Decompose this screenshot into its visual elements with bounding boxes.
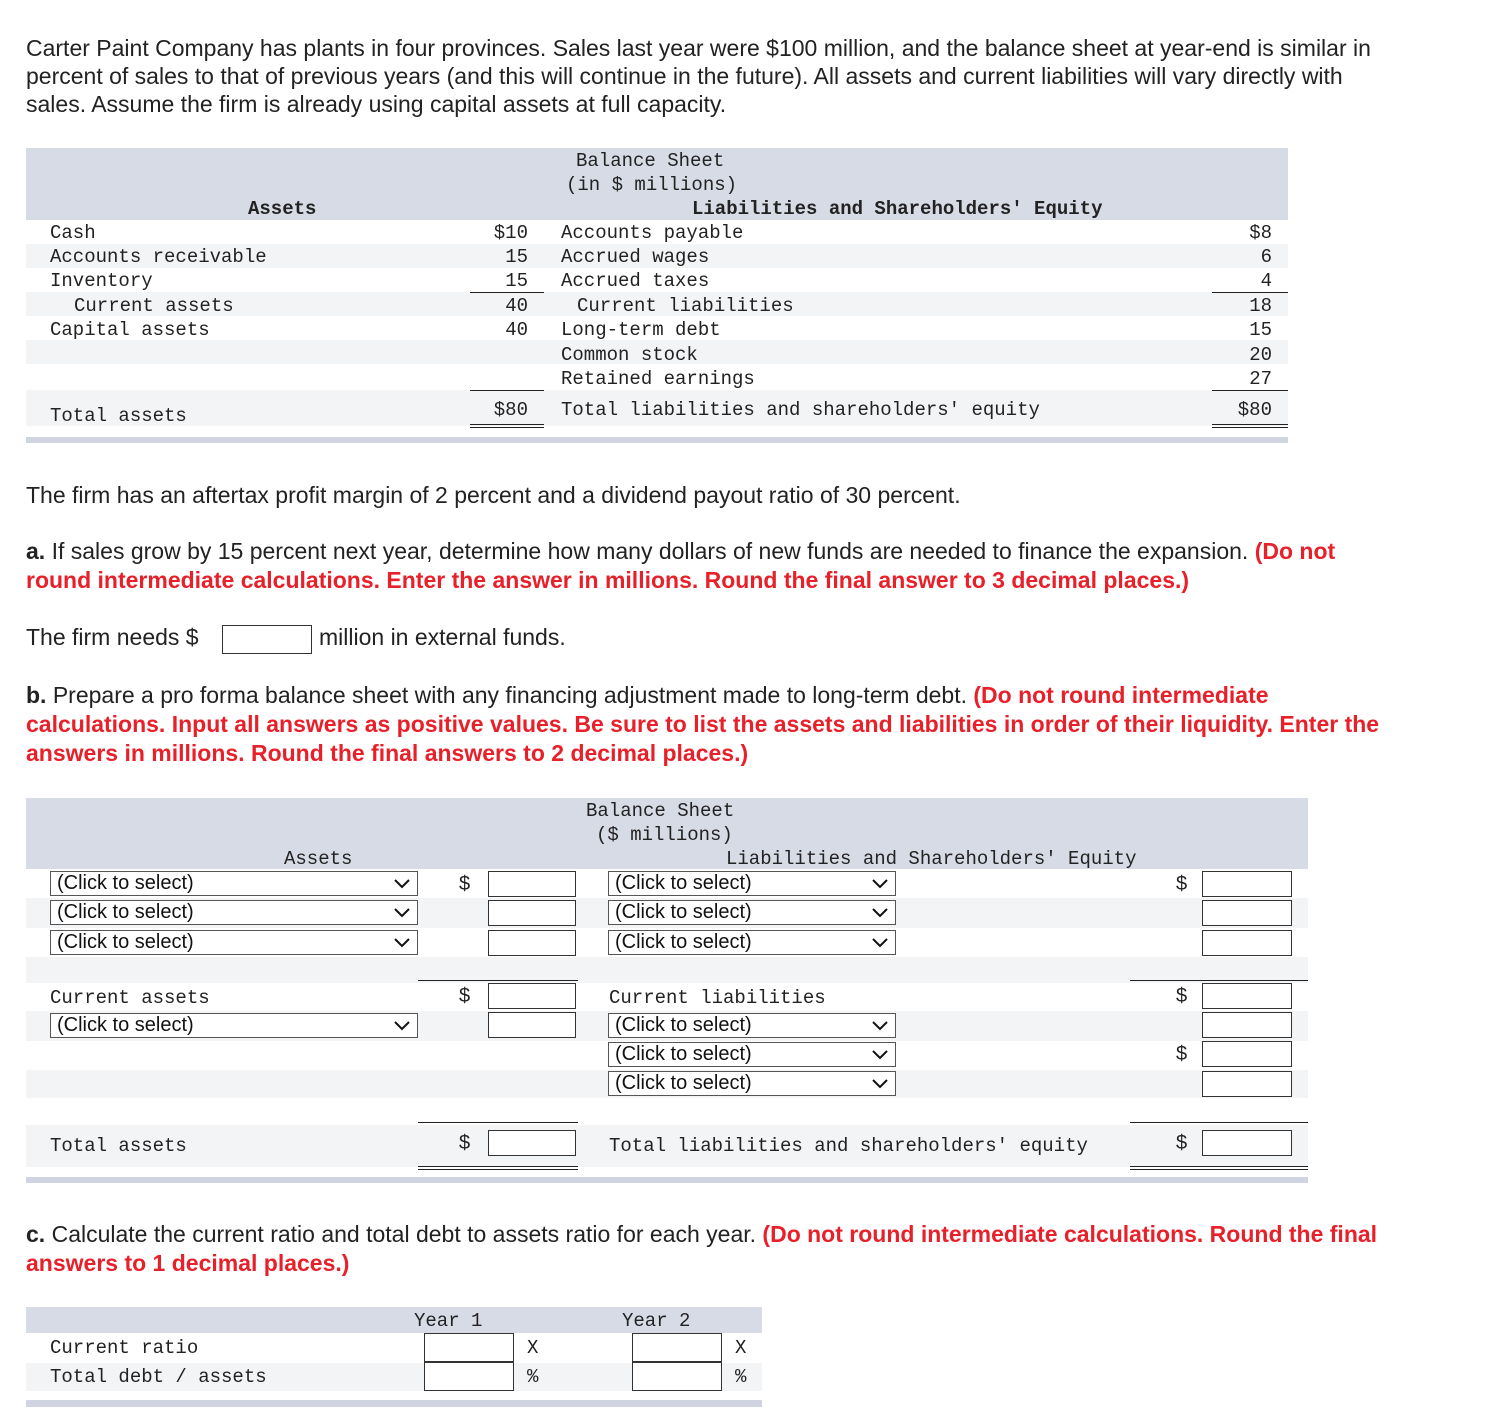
part-b-instruction-3: answers in millions. Round the final answers to 2 decimal places.) xyxy=(26,740,749,766)
external-funds-input[interactable] xyxy=(222,625,312,654)
liab-select-3[interactable]: (Click to select) xyxy=(608,930,896,955)
current-ratio-year2-input[interactable] xyxy=(632,1333,722,1362)
current-liabilities-input[interactable] xyxy=(1202,983,1292,1009)
debt-assets-year1-input[interactable] xyxy=(424,1362,514,1391)
liab-select-1[interactable]: (Click to select) xyxy=(608,871,896,896)
part-b-instruction-1: (Do not round intermediate xyxy=(973,682,1269,708)
sheet1-liab-header: Liabilities and Shareholders' Equity xyxy=(692,198,1103,220)
asset-select-1[interactable]: (Click to select) xyxy=(50,871,418,896)
current-liabilities-label: Current liabilities xyxy=(609,987,826,1009)
asset-amount-input-2[interactable] xyxy=(488,900,576,926)
current-ratio-year1-input[interactable] xyxy=(424,1333,514,1362)
part-a-answer-prefix: The firm needs $ xyxy=(26,624,199,650)
sheet2-liab-header: Liabilities and Shareholders' Equity xyxy=(726,848,1137,870)
liab-label: Accounts payable xyxy=(561,222,744,244)
asset-select-4[interactable]: (Click to select) xyxy=(50,1013,418,1038)
part-b-instruction-2: calculations. Input all answers as positive values. Be sure to list the assets and liabilities in order of their liquidity. Enter the xyxy=(26,711,1380,737)
liab-label: Accrued wages xyxy=(561,246,710,268)
liab-value: 20 xyxy=(1249,344,1272,366)
part-a-label: a. xyxy=(26,538,46,564)
liab-value: $8 xyxy=(1249,222,1272,244)
part-c-instruction-2: answers to 1 decimal places.) xyxy=(26,1250,350,1276)
total-liab-value: $80 xyxy=(1237,399,1272,421)
asset-value: 15 xyxy=(505,246,528,268)
chevron-down-icon xyxy=(393,904,411,922)
liab-value: 6 xyxy=(1260,246,1272,268)
liab-amount-input-5[interactable] xyxy=(1202,1041,1292,1067)
part-b-question xyxy=(26,681,1269,710)
times-unit: X xyxy=(527,1337,539,1359)
percent-unit: % xyxy=(527,1366,539,1388)
current-assets-label: Current assets xyxy=(50,987,210,1009)
liab-amount-input-6[interactable] xyxy=(1202,1071,1292,1097)
dollar-sign: $ xyxy=(1176,873,1188,895)
current-assets-input[interactable] xyxy=(488,983,576,1009)
liab-label: Long-term debt xyxy=(561,319,721,341)
asset-label: Cash xyxy=(50,222,96,244)
liab-select-5[interactable]: (Click to select) xyxy=(608,1042,896,1067)
part-b-label: b. xyxy=(26,682,47,708)
part-a-instruction-1: (Do not xyxy=(1254,538,1336,564)
total-liab-label: Total liabilities and shareholders' equity xyxy=(609,1135,1088,1157)
sheet2-subtitle: ($ millions) xyxy=(596,824,733,846)
part-a-text: If sales grow by 15 percent next year, determine how many dollars of new funds are needed to finance the expansion. xyxy=(45,538,1255,564)
intro-line-1: Carter Paint Company has plants in four provinces. Sales last year were $100 million, and the balance sheet at year-end is similar in xyxy=(26,35,1371,61)
total-assets-label: Total assets xyxy=(50,405,187,427)
chevron-down-icon xyxy=(871,1075,889,1093)
asset-label: Current assets xyxy=(74,295,234,317)
total-liab-input[interactable] xyxy=(1202,1130,1292,1156)
asset-amount-input-3[interactable] xyxy=(488,930,576,956)
sheet1-assets-header: Assets xyxy=(248,198,317,220)
sheet1-title: Balance Sheet xyxy=(576,150,725,172)
part-a-answer-suffix: million in external funds. xyxy=(319,624,566,650)
asset-label: Inventory xyxy=(50,270,153,292)
dollar-sign: $ xyxy=(1176,1043,1188,1065)
intro-line-2: percent of sales to that of previous years (and this will continue in the future). All assets and current liabilities will vary directly with xyxy=(26,63,1343,89)
year-1-header: Year 1 xyxy=(414,1310,483,1332)
liab-value: 4 xyxy=(1260,270,1272,292)
liab-select-6[interactable]: (Click to select) xyxy=(608,1071,896,1096)
liab-amount-input-3[interactable] xyxy=(1202,930,1292,956)
liab-amount-input-1[interactable] xyxy=(1202,871,1292,897)
chevron-down-icon xyxy=(393,875,411,893)
profit-text: The firm has an aftertax profit margin of 2 percent and a dividend payout ratio of 30 percent. xyxy=(26,482,961,508)
dollar-sign: $ xyxy=(459,873,471,895)
part-c-label: c. xyxy=(26,1221,46,1247)
asset-select-3[interactable]: (Click to select) xyxy=(50,930,418,955)
current-ratio-label: Current ratio xyxy=(50,1337,199,1359)
asset-value: 15 xyxy=(505,270,528,292)
dollar-sign: $ xyxy=(459,985,471,1007)
dollar-sign: $ xyxy=(1176,985,1188,1007)
asset-value: $10 xyxy=(493,222,528,244)
asset-amount-input-1[interactable] xyxy=(488,871,576,897)
sheet2-assets-header: Assets xyxy=(284,848,353,870)
debt-assets-label: Total debt / assets xyxy=(50,1366,267,1388)
chevron-down-icon xyxy=(393,934,411,952)
liab-select-2[interactable]: (Click to select) xyxy=(608,900,896,925)
chevron-down-icon xyxy=(871,934,889,952)
part-c-instruction-1: (Do not round intermediate calculations. Round the final xyxy=(762,1221,1378,1247)
total-liab-label: Total liabilities and shareholders' equity xyxy=(561,399,1040,421)
part-a-instruction-2: round intermediate calculations. Enter the answer in millions. Round the final answer to 3 decimal places.) xyxy=(26,567,1190,593)
part-c-text: Calculate the current ratio and total debt to assets ratio for each year. xyxy=(45,1221,763,1247)
part-b-text: Prepare a pro forma balance sheet with any financing adjustment made to long-term debt. xyxy=(46,682,974,708)
dollar-sign: $ xyxy=(1176,1132,1188,1154)
total-assets-label: Total assets xyxy=(50,1135,187,1157)
asset-value: 40 xyxy=(505,295,528,317)
liab-label: Common stock xyxy=(561,344,698,366)
liab-select-4[interactable]: (Click to select) xyxy=(608,1013,896,1038)
intro-line-3: sales. Assume the firm is already using capital assets at full capacity. xyxy=(26,91,727,117)
part-c-question xyxy=(26,1220,1377,1249)
liab-label: Retained earnings xyxy=(561,368,755,390)
liab-amount-input-2[interactable] xyxy=(1202,900,1292,926)
liab-value: 27 xyxy=(1249,368,1272,390)
total-assets-input[interactable] xyxy=(488,1130,576,1156)
times-unit: X xyxy=(735,1337,747,1359)
year-2-header: Year 2 xyxy=(622,1310,691,1332)
liab-label: Current liabilities xyxy=(577,295,794,317)
total-assets-value: $80 xyxy=(493,399,528,421)
chevron-down-icon xyxy=(871,1017,889,1035)
asset-amount-input-4[interactable] xyxy=(488,1012,576,1038)
chevron-down-icon xyxy=(871,904,889,922)
sheet1-subtitle: (in $ millions) xyxy=(566,174,738,196)
part-a-question xyxy=(26,537,1335,566)
liab-value: 18 xyxy=(1249,295,1272,317)
asset-label: Capital assets xyxy=(50,319,210,341)
asset-value: 40 xyxy=(505,319,528,341)
liab-value: 15 xyxy=(1249,319,1272,341)
chevron-down-icon xyxy=(393,1017,411,1035)
chevron-down-icon xyxy=(871,1046,889,1064)
debt-assets-year2-input[interactable] xyxy=(632,1362,722,1391)
liab-amount-input-4[interactable] xyxy=(1202,1012,1292,1038)
asset-label: Accounts receivable xyxy=(50,246,267,268)
liab-label: Accrued taxes xyxy=(561,270,710,292)
chevron-down-icon xyxy=(871,875,889,893)
percent-unit: % xyxy=(735,1366,747,1388)
sheet2-title: Balance Sheet xyxy=(586,800,735,822)
asset-select-2[interactable]: (Click to select) xyxy=(50,900,418,925)
dollar-sign: $ xyxy=(459,1132,471,1154)
